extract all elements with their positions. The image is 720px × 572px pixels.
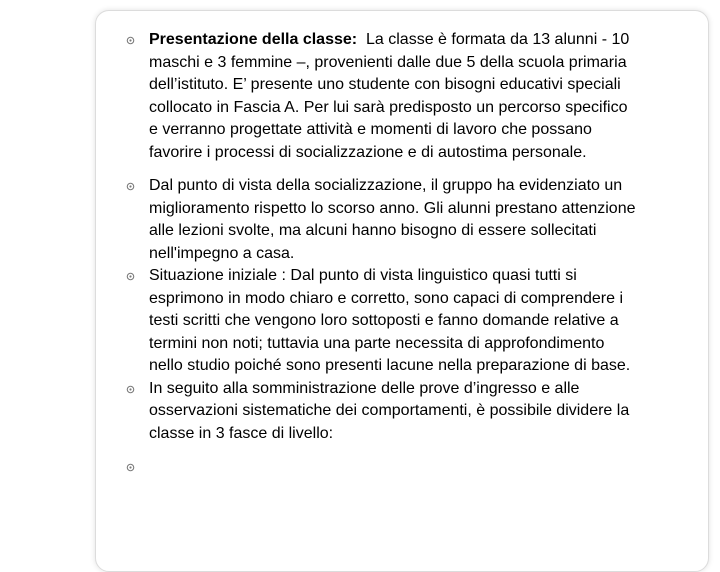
flower-bullet-icon [126,272,135,281]
flower-bullet-icon [126,36,135,45]
bullet-line: termini non noti; tuttavia una parte necessita di approfondimento [149,334,605,352]
bullet-line: testi scritti che vengono loro sottoposti e fanno domande relative a [149,312,619,329]
bullet-line: favorire i processi di socializzazione e di autostima personale. [149,143,587,161]
bullet-line: nell'impegno a casa. [149,244,295,262]
bullet-line: Dal punto di vista della socializzazione, il gruppo ha evidenziato un [149,177,623,194]
bullet-line: alle lezioni svolte, ma alcuni hanno bisogno di essere sollecitati [149,222,597,239]
bullet-line: La classe è formata da 13 alunni - 10 [357,31,630,48]
bullet-socializzazione [124,175,700,265]
bullet-line: In seguito alla somministrazione delle prove d’ingresso e alle [149,379,580,397]
bullet-line: maschi e 3 femmine –, provenienti dalle due 5 della scuola primaria [149,53,627,71]
flower-bullet-icon [126,182,135,191]
bullet-lead: Presentazione della classe: [149,31,358,48]
bullet-prove-ingresso [124,378,700,446]
bullet-line: nello studio poiché sono presenti lacune nella preparazione di base. [149,357,631,374]
bullet-presentazione [124,29,700,164]
bullet-situazione-iniziale [124,265,700,378]
bullet-line: osservazioni sistematiche dei comportamenti, è possibile dividere la [149,402,630,419]
bullet-list [124,29,700,478]
bullet-line: esprimono in modo chiaro e corretto, sono capaci di comprendere i [149,289,624,307]
flower-bullet-icon [126,463,135,472]
bullet-line: dell’istituto. E’ presente uno studente con bisogni educativi speciali [149,76,621,93]
bullet-line: miglioramento rispetto lo scorso anno. Gli alunni prestano attenzione [149,199,636,217]
bullet-line: collocato in Fascia A. Per lui sarà predisposto un percorso specifico [149,98,628,116]
bullet-line: e verranno progettate attività e momenti di lavoro che possano [149,121,592,138]
bullet-line: Situazione iniziale : Dal punto di vista linguistico quasi tutti si [149,267,577,284]
bullet-line: classe in 3 fasce di livello: [149,424,334,442]
flower-bullet-icon [126,385,135,394]
bullet-empty [124,456,700,478]
